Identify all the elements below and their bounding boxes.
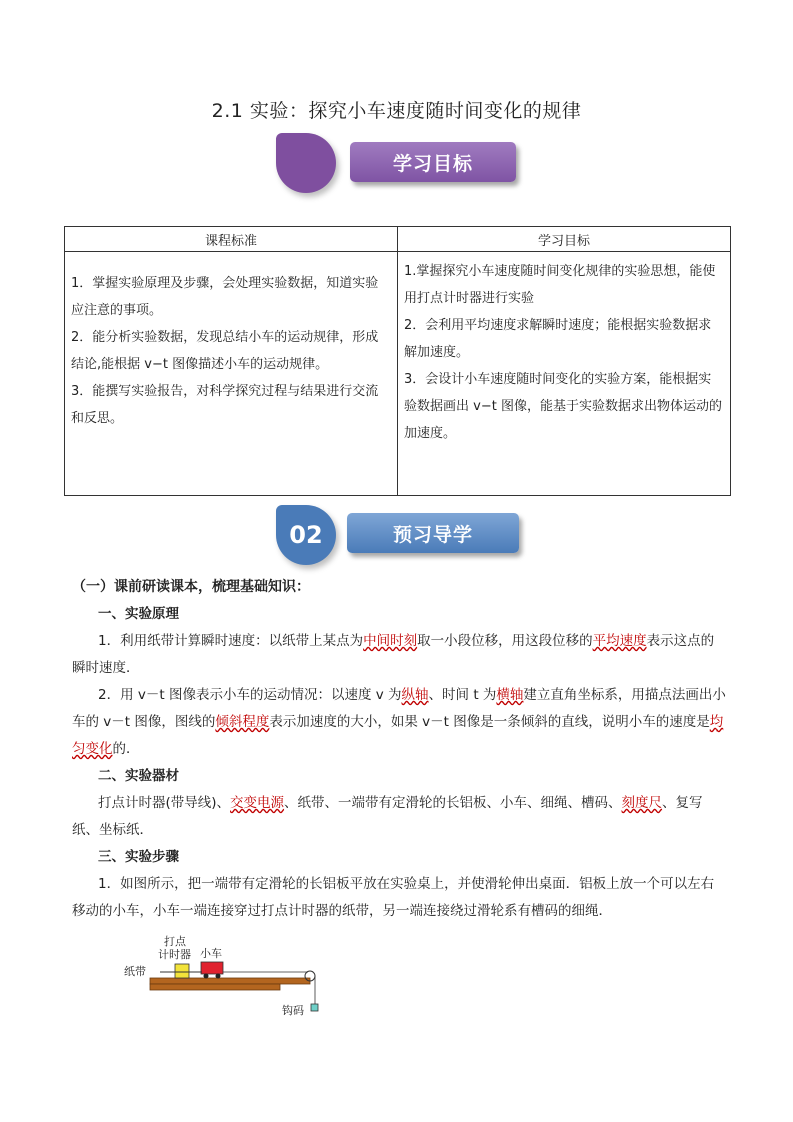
cart-wheel [204, 974, 209, 979]
paragraph-principle-1 [72, 628, 726, 682]
heading-steps: 三、实验步骤 [98, 849, 179, 865]
text: 、纸带、一端带有定滑轮的长铝板、小车、细绳、槽码、 [284, 795, 622, 811]
preview-heading: （一）课前研读课本，梳理基础知识： [72, 579, 310, 595]
timer-label: 打点 [164, 935, 186, 948]
preview-content [72, 574, 726, 925]
apparatus-diagram [120, 932, 330, 1022]
objective-item: 3．会设计小车速度随时间变化的实验方案，能根据实验数据画出 v−t 图像，能基于实验数据求出物体运动的加速度。 [404, 372, 722, 441]
table-top [150, 984, 280, 990]
hook-weight [311, 1004, 318, 1011]
curriculum-standard-cell [65, 252, 398, 496]
paragraph-step-1: 1．如图所示，把一端带有定滑轮的长铝板平放在实验桌上，并使滑轮伸出桌面．铝板上放一个可以左右移动的小车，小车一端连接穿过打点计时器的纸带，另一端连接绕过滑轮系有槽码的细绳． [72, 876, 715, 919]
timer-block [175, 964, 189, 978]
table-header-row [65, 227, 731, 252]
answer-blank: 刻度尺 [621, 795, 663, 811]
answer-blank: 倾斜程度 [215, 714, 270, 730]
cart-body [201, 962, 223, 974]
section-badge-goals [276, 133, 336, 193]
section-badge-preview [276, 505, 336, 565]
aluminum-board [150, 978, 310, 984]
text: 、时间 t 为 [428, 687, 497, 703]
text: 的． [112, 741, 140, 757]
paragraph-equipment [72, 790, 726, 844]
text: 表示这点的瞬时速度． [72, 633, 715, 676]
cart-wheel [216, 974, 221, 979]
text: 1．利用纸带计算瞬时速度：以纸带上某点为 [98, 633, 364, 649]
section-banner-goals: 学习目标 [350, 142, 516, 182]
header-learning-objectives: 学习目标 [398, 227, 731, 252]
objective-item: 1.掌握探究小车速度随时间变化规律的实验思想，能使用打点计时器进行实验 [404, 264, 716, 306]
cart-label: 小车 [200, 947, 222, 960]
text: 取一小段位移，用这段位移的 [417, 633, 593, 649]
section-number: 02 [289, 521, 323, 549]
weight-label: 钩码 [282, 1004, 304, 1017]
table-row [65, 252, 731, 496]
text: 打点计时器(带导线)、 [98, 795, 231, 811]
objective-item: 2．会利用平均速度求解瞬时速度；能根据实验数据求解加速度。 [404, 318, 712, 360]
standard-item: 2．能分析实验数据，发现总结小车的运动规律，形成结论,能根据 v−t 图像描述小车的运动规律。 [71, 330, 379, 372]
tape-label: 纸带 [124, 965, 146, 978]
standard-item: 3．能撰写实验报告，对科学探究过程与结果进行交流和反思。 [71, 384, 379, 426]
paragraph-principle-2 [72, 682, 726, 763]
answer-blank: 横轴 [496, 687, 524, 703]
learning-objectives-cell [398, 252, 731, 496]
heading-equipment: 二、实验器材 [98, 768, 179, 784]
answer-blank: 均匀变化 [72, 714, 724, 757]
text: 建立直角坐标系，用描点法画出小车的 v－t 图像，图线的 [72, 687, 726, 730]
heading-principle: 一、实验原理 [98, 606, 179, 622]
section-banner-preview: 预习导学 [347, 513, 519, 553]
answer-blank: 纵轴 [401, 687, 429, 703]
standard-item: 1．掌握实验原理及步骤，会处理实验数据，知道实验应注意的事项。 [71, 276, 379, 318]
text: 表示加速度的大小，如果 v－t 图像是一条倾斜的直线，说明小车的速度是 [269, 714, 710, 730]
page-title: 2.1 实验：探究小车速度随时间变化的规律 [211, 100, 582, 122]
timer-label: 计时器 [158, 948, 191, 961]
answer-blank: 交变电源 [230, 795, 285, 811]
answer-blank: 中间时刻 [363, 633, 418, 649]
goals-table [64, 226, 731, 496]
answer-blank: 平均速度 [592, 633, 647, 649]
header-curriculum-standard: 课程标准 [65, 227, 398, 252]
text: 2．用 v－t 图像表示小车的运动情况：以速度 v 为 [98, 687, 402, 703]
text: 、复写纸、坐标纸． [72, 795, 703, 838]
